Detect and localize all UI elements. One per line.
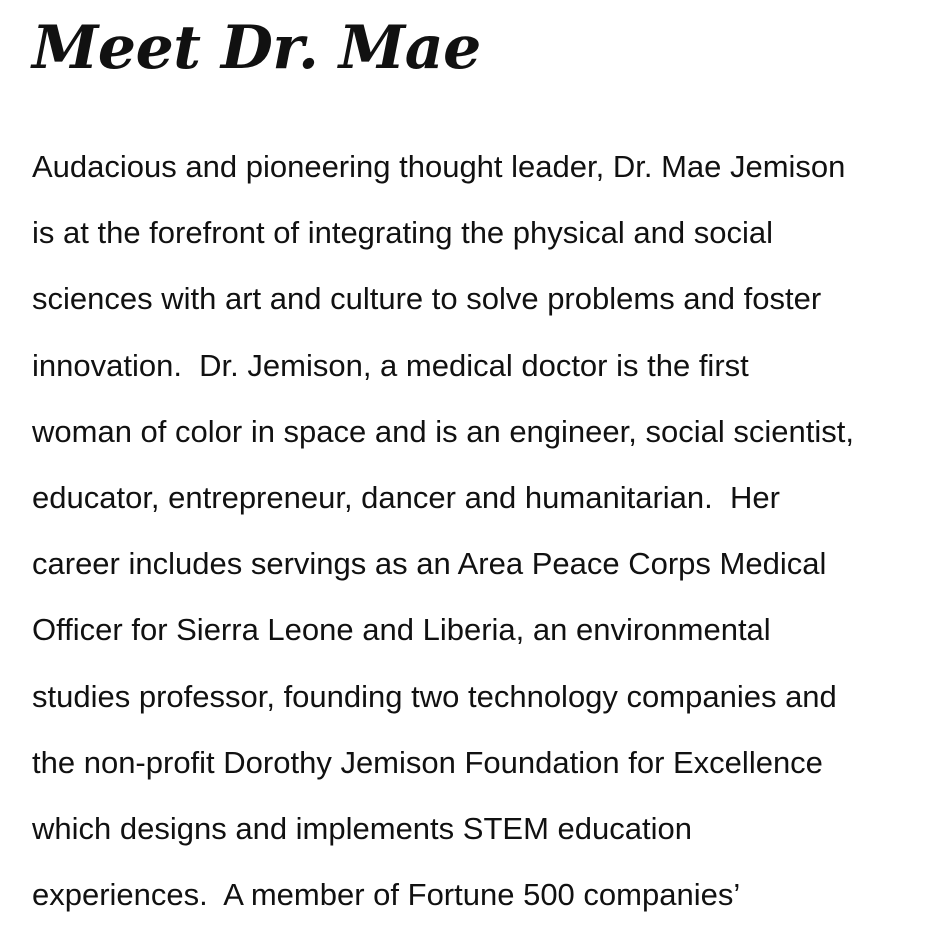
bio-line: woman of color in space and is an engineer, social scientist, [32,413,854,449]
bio-line: studies professor, founding two technology companies and [32,678,837,714]
bio-line: Officer for Sierra Leone and Liberia, an environmental [32,612,771,648]
bio-line: career includes servings as an Area Peace Corps Medical [32,546,827,582]
bio-line: educator, entrepreneur, dancer and humanitarian. Her [32,479,780,515]
bio-line: which designs and implements STEM education [32,810,692,846]
page-title: Meet Dr. Mae [32,13,481,83]
bio-line: innovation. Dr. Jemison, a medical doctor is the first [32,347,749,383]
bio-line: sciences with art and culture to solve problems and foster [32,281,822,317]
bio-paragraph [32,134,854,928]
bio-line: Audacious and pioneering thought leader, Dr. Mae Jemison [32,149,846,184]
bio-line: experiences. A member of Fortune 500 companies’ [32,877,741,913]
bio-line: the non-profit Dorothy Jemison Foundation for Excellence [32,744,823,780]
bio-line: is at the forefront of integrating the physical and social [32,215,773,251]
